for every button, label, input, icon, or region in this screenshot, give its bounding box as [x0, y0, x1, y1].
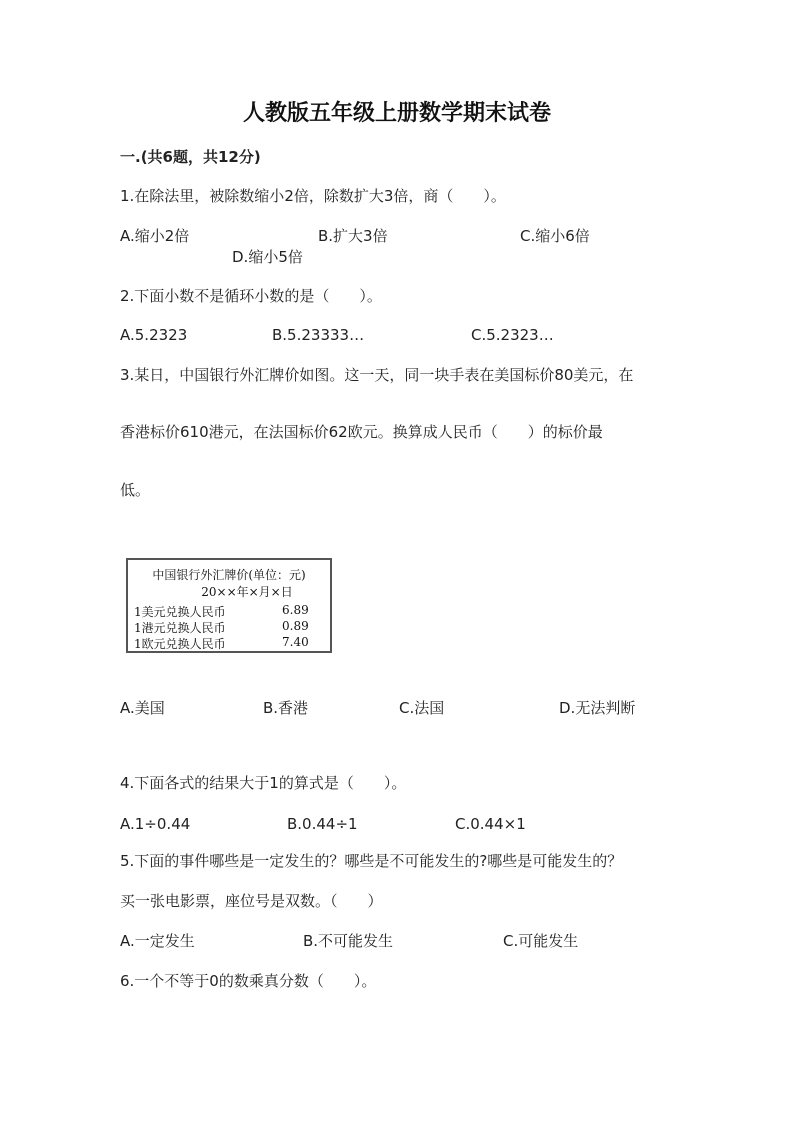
- question-3-line-2: 香港标价610港元，在法国标价62欧元。换算成人民币（ ）的标价最: [120, 423, 603, 441]
- rate-row-eur-label: 1欧元兑换人民币: [134, 637, 226, 651]
- question-3-line-1: 3.某日，中国银行外汇牌价如图。这一天，同一块手表在美国标价80美元，在: [120, 366, 634, 384]
- q1-option-d: D.缩小5倍: [232, 248, 303, 266]
- rate-row-usd-value: 6.89: [282, 603, 309, 617]
- question-4-text: 4.下面各式的结果大于1的算式是（ ）。: [120, 774, 407, 792]
- q1-option-b: B.扩大3倍: [318, 227, 388, 245]
- q5-option-b: B.不可能发生: [303, 932, 394, 950]
- q4-option-b: B.0.44÷1: [287, 815, 358, 833]
- rate-row-hkd-value: 0.89: [282, 619, 309, 633]
- q1-option-c: C.缩小6倍: [520, 227, 590, 245]
- exam-title: 人教版五年级上册数学期末试卷: [242, 100, 551, 126]
- q3-option-b: B.香港: [263, 699, 309, 717]
- q1-option-a: A.缩小2倍: [120, 227, 190, 245]
- rate-row-usd-label: 1美元兑换人民币: [134, 605, 226, 619]
- q4-option-c: C.0.44×1: [455, 815, 526, 833]
- exchange-rate-table: [126, 558, 332, 653]
- rate-table-header: 中国银行外汇牌价(单位：元): [152, 568, 306, 582]
- q3-option-c: C.法国: [399, 699, 445, 717]
- question-1-text: 1.在除法里，被除数缩小2倍，除数扩大3倍，商（ ）。: [120, 187, 506, 205]
- q2-option-c: C.5.2323…: [471, 326, 554, 344]
- q3-option-a: A.美国: [120, 699, 165, 717]
- question-5-text: 5.下面的事件哪些是一定发生的？哪些是不可能发生的?哪些是可能发生的？: [120, 852, 623, 870]
- question-6-text: 6.一个不等于0的数乘真分数（ ）。: [120, 972, 377, 990]
- rate-row-hkd-label: 1港元兑换人民币: [134, 621, 226, 635]
- q5-option-c: C.可能发生: [503, 932, 579, 950]
- rate-row-eur-value: 7.40: [282, 635, 309, 649]
- q4-option-a: A.1÷0.44: [120, 815, 191, 833]
- q2-option-b: B.5.23333…: [272, 326, 365, 344]
- question-2-text: 2.下面小数不是循环小数的是（ ）。: [120, 287, 382, 305]
- rate-table-date: 20××年×月×日: [201, 585, 293, 599]
- q3-option-d: D.无法判断: [559, 699, 636, 717]
- q5-option-a: A.一定发生: [120, 932, 195, 950]
- question-3-line-3: 低。: [120, 481, 151, 499]
- question-5-sub: 买一张电影票，座位号是双数。（ ）: [120, 892, 383, 910]
- q2-option-a: A.5.2323: [120, 326, 188, 344]
- section-heading: 一.(共6题，共12分): [120, 148, 261, 166]
